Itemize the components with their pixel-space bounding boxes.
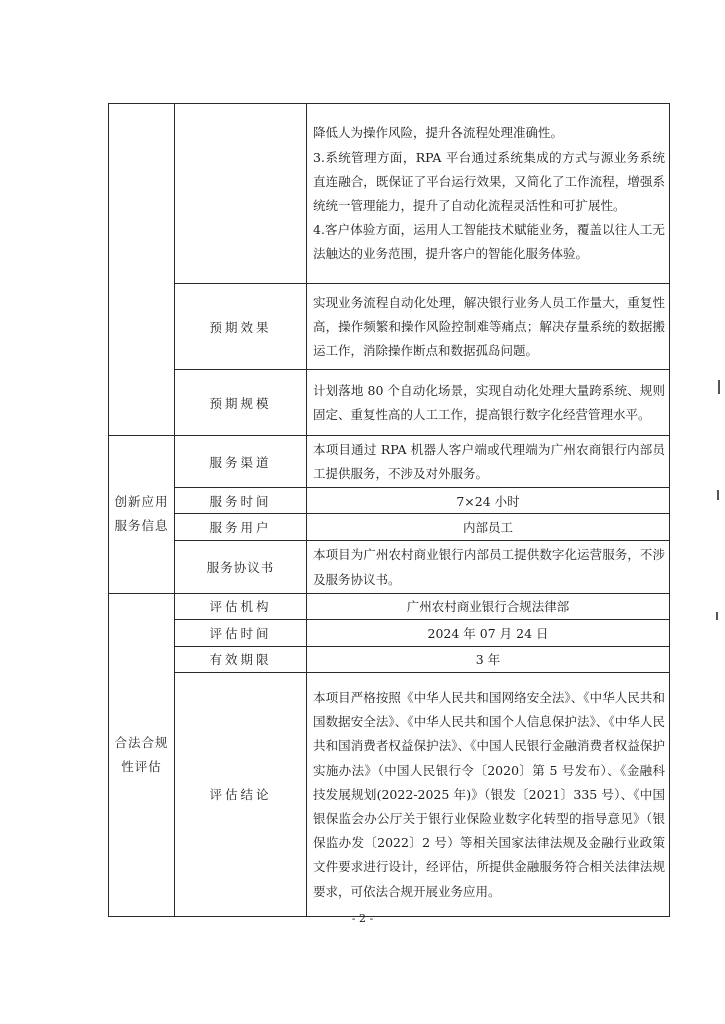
benefit-paragraph: 4.客户体验方面，运用人工智能技术赋能业务，覆盖以往人工无法触达的业务范围，提升客户的智能化服务体验。 (313, 222, 665, 262)
benefit-paragraph: 降低人为操作风险，提升各流程处理准确性。 (313, 125, 564, 141)
table-row (109, 672, 670, 916)
expected-effect-value: 实现业务流程自动化处理，解决银行业务人员工作量大，重复性高，操作频繁和操作风险控制难等痛点；解决存量系统的数据搬运工作，消除操作断点和数据孤岛问题。 (307, 284, 670, 370)
assessment-conclusion-label: 评估结论 (175, 672, 307, 916)
expected-scale-label: 预期规模 (175, 370, 307, 436)
table-row (109, 514, 670, 541)
assessment-date-label: 评估时间 (175, 619, 307, 646)
project-info-table (108, 103, 670, 917)
validity-period-value: 3 年 (307, 646, 670, 672)
compliance-section-title: 合法合规性评估 (109, 593, 175, 916)
service-time-label: 服务时间 (175, 488, 307, 514)
scan-mark (718, 380, 720, 394)
validity-period-label: 有效期限 (175, 646, 307, 672)
section-title-cell-empty (109, 104, 175, 436)
table-row (109, 284, 670, 370)
table-row (109, 593, 670, 619)
service-info-section-title: 创新应用服务信息 (109, 436, 175, 594)
assessment-agency-label: 评估机构 (175, 593, 307, 619)
table-row (109, 370, 670, 436)
expected-scale-value: 计划落地 80 个自动化场景，实现自动化处理大量跨系统、规则固定、重复性高的人工工作，提高银行数字化经营管理水平。 (307, 370, 670, 436)
application-benefits-continuation (307, 104, 670, 284)
service-user-value: 内部员工 (307, 514, 670, 541)
scan-mark (716, 612, 718, 620)
table-row (109, 646, 670, 672)
service-agreement-value: 本项目为广州农村商业银行内部员工提供数字化运营服务，不涉及服务协议书。 (307, 541, 670, 593)
service-agreement-label: 服务协议书 (175, 541, 307, 593)
page-number: - 2 - (351, 912, 374, 925)
assessment-date-value: 2024 年 07 月 24 日 (307, 619, 670, 646)
label-cell-empty (175, 104, 307, 284)
table-row (109, 488, 670, 514)
table-row (109, 436, 670, 488)
table-row (109, 619, 670, 646)
service-channel-label: 服务渠道 (175, 436, 307, 488)
service-time-value: 7×24 小时 (307, 488, 670, 514)
scan-mark (717, 490, 719, 500)
assessment-conclusion-value: 本项目严格按照《中华人民共和国网络安全法》、《中华人民共和国数据安全法》、《中华人民共和国个人信息保护法》、《中华人民共和国消费者权益保护法》、《中国人民银行金融消费者权益保护实施办法》（中国人民银行令〔2020〕第 5 号发布）、《金融科技发展规划(2022-2025 年)》（银发〔2021〕335 号）、《中国银保监会办公厅关于银行业保险业数字化转型的指导意见》（银保监办发〔2022〕2 号）等相关国家法律法规及金融行业政策文件要求进行设计，经评估，所提供金融服务符合相关法律法规要求，可依法合规开展业务应用。 (307, 672, 670, 916)
service-channel-value: 本项目通过 RPA 机器人客户端或代理端为广州农商银行内部员工提供服务，不涉及对外服务。 (307, 436, 670, 488)
table-row (109, 541, 670, 593)
benefit-paragraph: 3.系统管理方面，RPA 平台通过系统集成的方式与源业务系统直连融合，既保证了平台运行效果，又简化了工作流程，增强系统统一管理能力，提升了自动化流程灵活性和可扩展性。 (313, 149, 665, 213)
expected-effect-label: 预期效果 (175, 284, 307, 370)
assessment-agency-value: 广州农村商业银行合规法律部 (307, 593, 670, 619)
service-user-label: 服务用户 (175, 514, 307, 541)
table-row (109, 104, 670, 284)
